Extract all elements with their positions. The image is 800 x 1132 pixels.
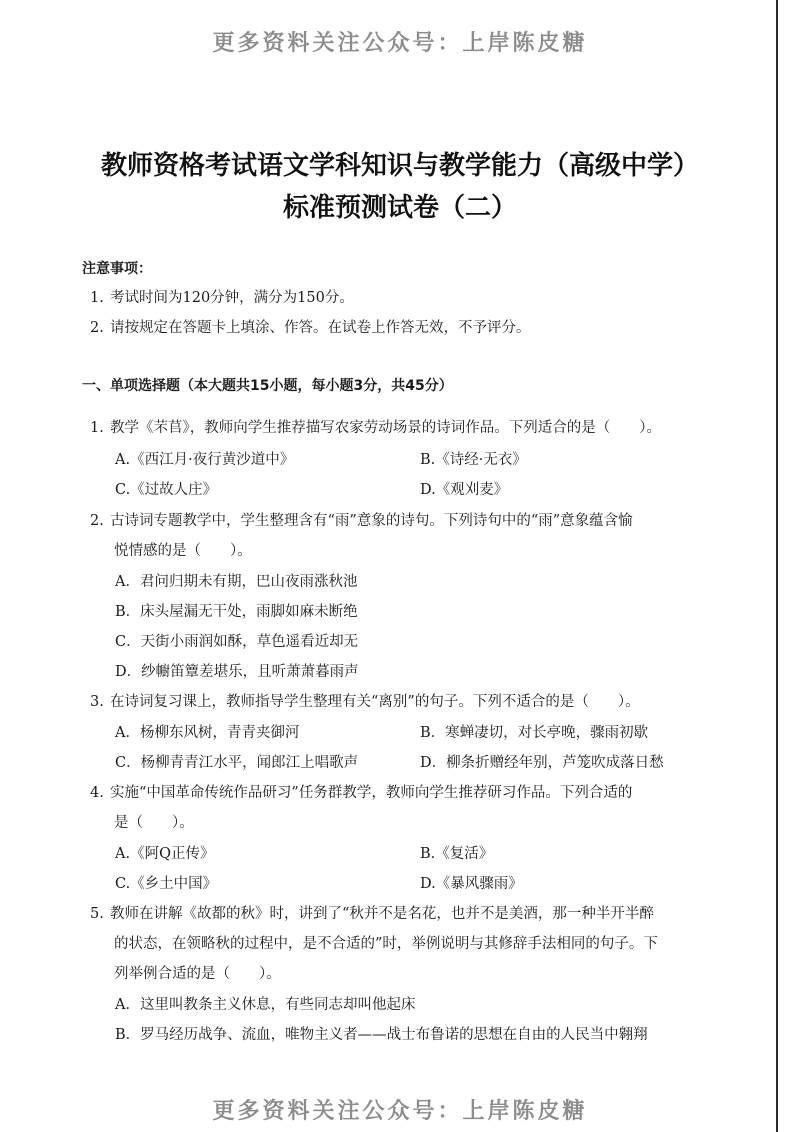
option-d: D.《观刈麦》 [420, 482, 509, 498]
option-a: A．杨柳东风树，青青夹御河 [115, 725, 300, 741]
option-a: A.《西江月·夜行黄沙道中》 [115, 452, 295, 468]
option-a: A.《阿Q正传》 [115, 846, 215, 862]
option-b: B.《复活》 [420, 846, 494, 862]
question-text-continued: 列举例合适的是（ ）。 [114, 966, 281, 982]
option-d: D．柳条折赠经年别，芦笼吹成落日愁 [420, 755, 664, 771]
question-text: 教师在讲解《故都的秋》时，讲到了“秋并不是名花，也并不是美酒，那一种半开半醉 [110, 906, 654, 922]
option-a: A．这里叫教条主义休息，有些同志却叫他起床 [115, 997, 416, 1013]
exam-title: 教师资格考试语文学科知识与教学能力（高级中学） [100, 151, 699, 181]
question-text: 实施“中国革命传统作品研习”任务群教学，教师向学生推荐研习作品。下列合适的 [110, 785, 633, 801]
option-c: C.《乡土中国》 [115, 876, 218, 892]
question-number: 3. [90, 694, 104, 710]
question-2 [90, 509, 633, 530]
question-number: 1. [90, 420, 104, 436]
option-b: B．床头屋漏无干处，雨脚如麻未断绝 [115, 604, 358, 620]
notice-item [90, 316, 531, 337]
question-1 [90, 416, 661, 437]
notice-item [90, 286, 354, 307]
question-5 [90, 902, 654, 923]
notice-item-text: 考试时间为120分钟，满分为150分。 [110, 290, 354, 306]
question-3 [90, 690, 640, 711]
notice-item-number: 2. [90, 320, 104, 336]
notice-item-text: 请按规定在答题卡上填涂、作答。在试卷上作答无效，不予评分。 [110, 320, 531, 336]
option-c: C．杨柳青青江水平，闻郎江上唱歌声 [115, 755, 359, 771]
question-number: 2. [90, 513, 104, 529]
section-heading: 一、单项选择题（本大题共15小题，每小题3分，共45分） [82, 378, 453, 394]
option-d: D.《暴风骤雨》 [420, 876, 523, 892]
question-number: 5. [90, 906, 104, 922]
question-text-continued: 是（ ）。 [114, 815, 194, 831]
option-b: B．寒蝉凄切，对长亭晚，骤雨初歇 [420, 725, 649, 741]
question-number: 4. [90, 785, 104, 801]
notice-heading: 注意事项： [82, 261, 152, 277]
question-text: 古诗词专题教学中，学生整理含有“雨”意象的诗句。下列诗句中的“雨”意象蕴含愉 [110, 513, 633, 529]
watermark-top: 更多资料关注公众号：上岸陈皮糖 [212, 31, 588, 56]
watermark-bottom: 更多资料关注公众号：上岸陈皮糖 [212, 1099, 588, 1124]
option-c: C.《过故人庄》 [115, 482, 218, 498]
option-d: D．纱幮笛簟差堪乐，且听萧萧暮雨声 [115, 664, 359, 680]
exam-subtitle: 标准预测试卷（二） [282, 193, 517, 223]
option-c: C．天街小雨润如酥，草色遥看近却无 [115, 634, 359, 650]
question-text-continued: 的状态，在领略秋的过程中，是不合适的”时，举例说明与其修辞手法相同的句子。下 [114, 936, 658, 952]
question-text: 在诗词复习课上，教师指导学生整理有关“离别”的句子。下列不适合的是（ ）。 [110, 694, 640, 710]
question-4 [90, 781, 632, 802]
question-text: 教学《芣苢》，教师向学生推荐描写农家劳动场景的诗词作品。下列适合的是（ ）。 [110, 420, 661, 436]
option-b: B．罗马经历战争、流血，唯物主义者——战士布鲁诺的思想在自由的人民当中翱翔 [115, 1027, 648, 1043]
notice-item-number: 1. [90, 290, 104, 306]
option-b: B.《诗经·无衣》 [420, 452, 527, 468]
question-text-continued: 悦情感的是（ ）。 [114, 543, 252, 559]
option-a: A．君问归期未有期，巴山夜雨涨秋池 [115, 574, 358, 590]
